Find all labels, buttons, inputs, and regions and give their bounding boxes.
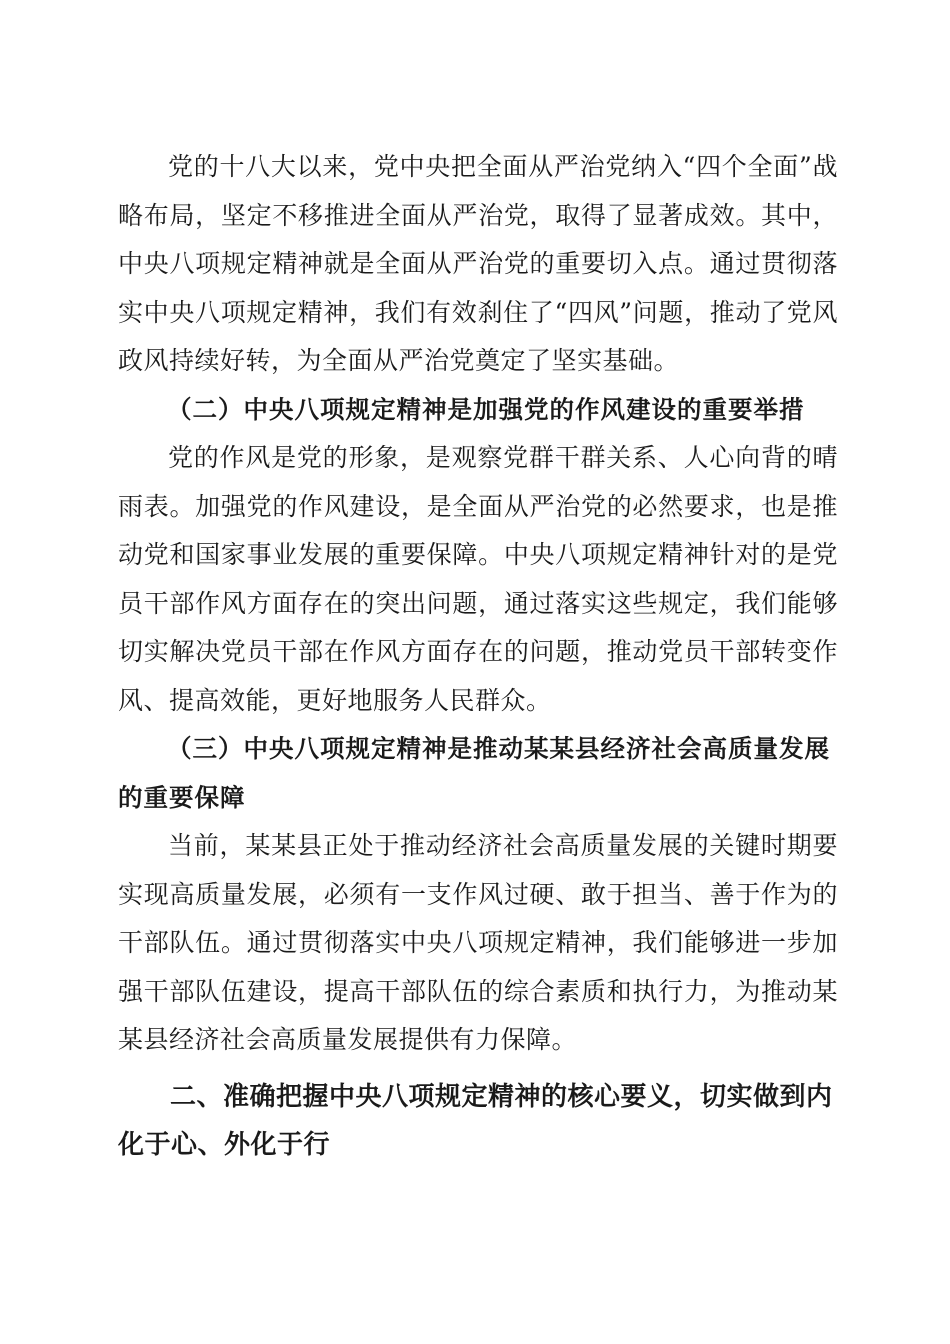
subheading-3: （三）中央八项规定精神是推动某某县经济社会高质量发展的重要保障: [118, 734, 830, 812]
body-paragraph-1: 党的十八大以来，党中央把全面从严治党纳入“四个全面”战略布局，坚定不移推进全面从严治党，取得了显著成效。其中，中央八项规定精神就是全面从严治党的重要切入点。通过贯彻落实中央八项规定精神，我们有效刹住了“四风”问题，推动了党风政风持续好转，为全面从严治党奠定了坚实基础。: [118, 152, 838, 375]
subheading-2: （二）中央八项规定精神是加强党的作风建设的重要举措: [167, 394, 805, 424]
section-heading-2: 二、准确把握中央八项规定精神的核心要义，切实做到内化于心、外化于行: [118, 1081, 833, 1160]
body-paragraph-3: 当前，某某县正处于推动经济社会高质量发展的关键时期要实现高质量发展，必须有一支作风过硬、敢于担当、善于作为的干部队伍。通过贯彻落实中央八项规定精神，我们能够进一步加强干部队伍建设，提高干部队伍的综合素质和执行力，为推动某某县经济社会高质量发展提供有力保障。: [118, 831, 838, 1054]
body-paragraph-2: 党的作风是党的形象，是观察党群干群关系、人心向背的晴雨表。加强党的作风建设，是全面从严治党的必然要求，也是推动党和国家事业发展的重要保障。中央八项规定精神针对的是党员干部作风方面存在的突出问题，通过落实这些规定，我们能够切实解决党员干部在作风方面存在的问题，推动党员干部转变作风、提高效能，更好地服务人民群众。: [118, 443, 838, 715]
document-page: [118, 143, 838, 1169]
